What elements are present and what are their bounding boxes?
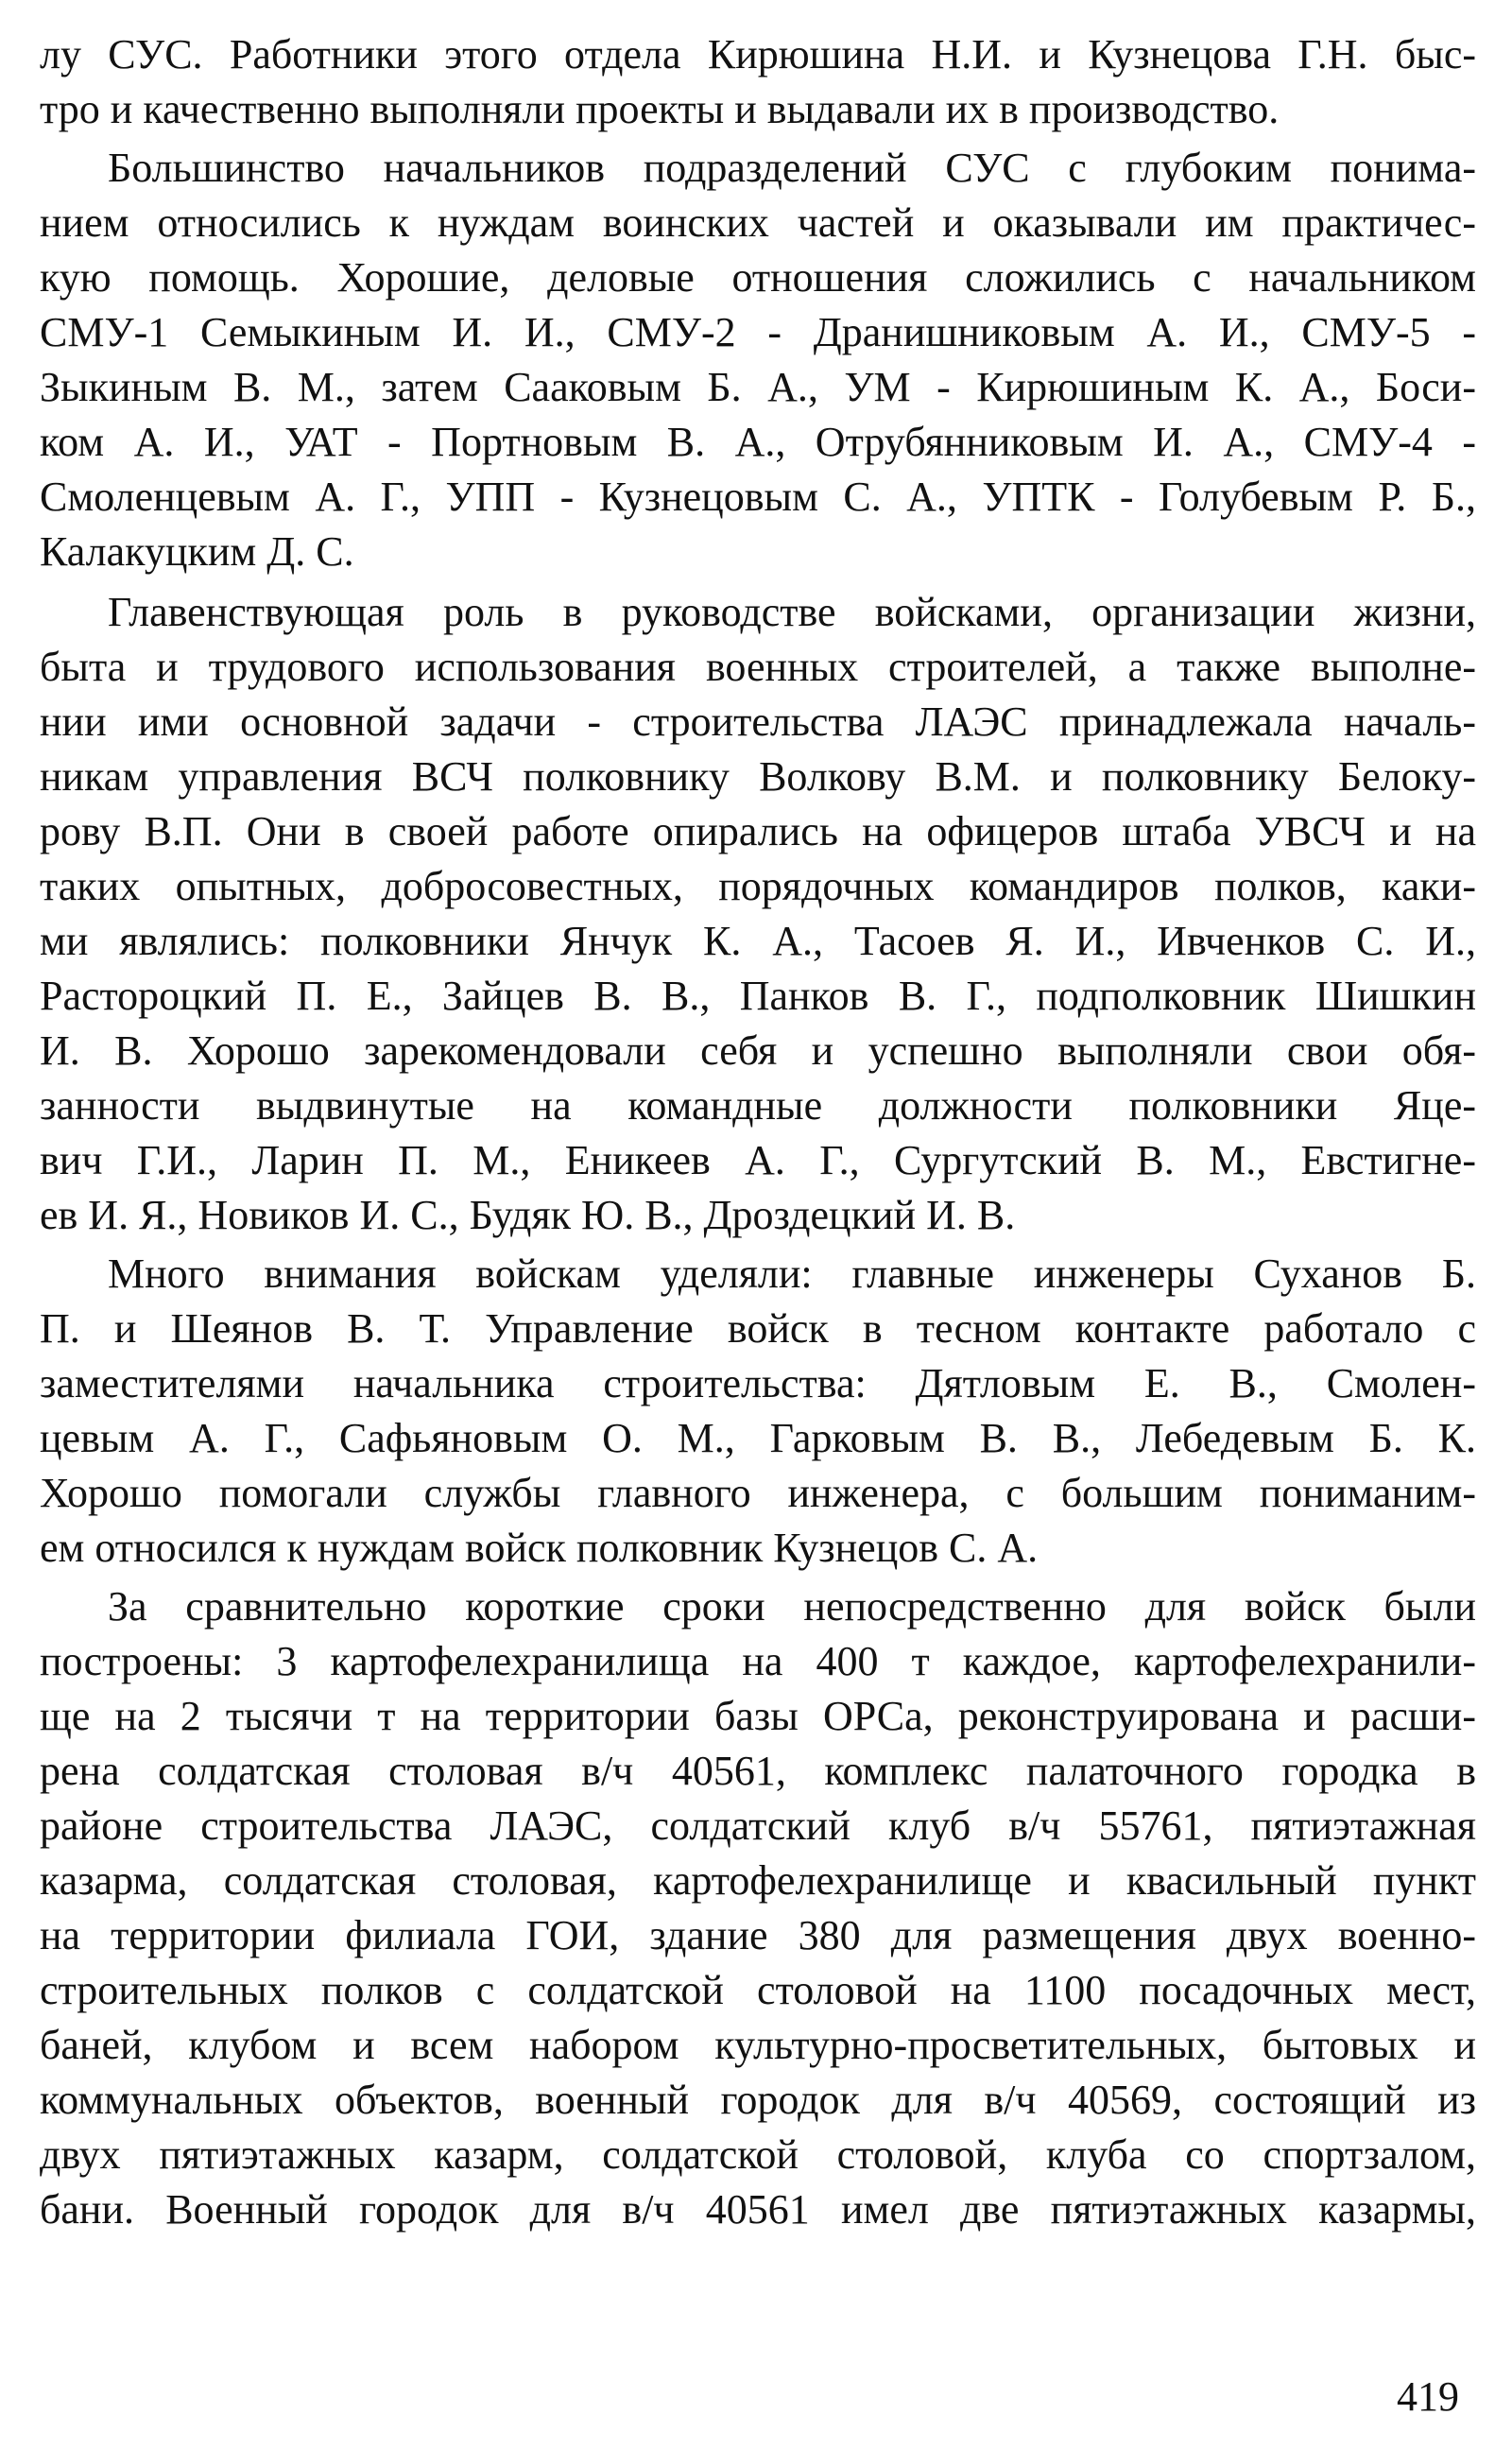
text-line: Большинство начальников подразделений СУС с глубоким понима- bbox=[108, 145, 1476, 191]
text-line: нием относились к нуждам воинских частей и оказывали им практичес- bbox=[40, 199, 1476, 246]
text-line: Калакуцким Д. С. bbox=[40, 528, 354, 575]
page-number: 419 bbox=[1397, 2373, 1459, 2420]
text-line: вич Г.И., Ларин П. М., Еникеев А. Г., Сургутский В. М., Евстигне- bbox=[40, 1137, 1476, 1183]
text-line: занности выдвинутые на командные должности полковники Яце- bbox=[40, 1082, 1476, 1129]
text-line: на территории филиала ГОИ, здание 380 для размещения двух военно- bbox=[40, 1912, 1476, 1958]
text-line: цевым А. Г., Сафьяновым О. М., Гарковым В. В., Лебедевым Б. К. bbox=[40, 1415, 1476, 1461]
text-line: Зыкиным В. М., затем Сааковым Б. А., УМ - Кирюшиным К. А., Боси- bbox=[40, 364, 1476, 410]
text-line: Хорошо помогали службы главного инженера, с большим пониманим- bbox=[40, 1470, 1476, 1516]
text-line: Растороцкий П. Е., Зайцев В. В., Панков В. Г., подполковник Шишкин bbox=[40, 973, 1476, 1019]
text-line: За сравнительно короткие сроки непосредственно для войск были bbox=[108, 1583, 1476, 1630]
text-line: кую помощь. Хорошие, деловые отношения сложились с начальником bbox=[40, 254, 1476, 301]
text-line: никам управления ВСЧ полковнику Волкову В.М. и полковнику Белоку- bbox=[40, 753, 1476, 800]
text-line: ем относился к нуждам войск полковник Кузнецов С. А. bbox=[40, 1525, 1039, 1571]
text-line: СМУ-1 Семыкиным И. И., СМУ-2 - Дранишниковым А. И., СМУ-5 - bbox=[40, 309, 1476, 355]
text-line: Смоленцевым А. Г., УПП - Кузнецовым С. А., УПТК - Голубевым Р. Б., bbox=[40, 474, 1476, 520]
text-line: коммунальных объектов, военный городок для в/ч 40569, состоящий из bbox=[40, 2077, 1476, 2123]
text-line: таких опытных, добросовестных, порядочных командиров полков, каки- bbox=[40, 863, 1476, 909]
text-line: построены: 3 картофелехранилища на 400 т каждое, картофелехранили- bbox=[40, 1638, 1476, 1684]
text-line: рову В.П. Они в своей работе опирались на офицеров штаба УВСЧ и на bbox=[40, 808, 1476, 854]
text-line: ми являлись: полковники Янчук К. А., Тасоев Я. И., Ивченков С. И., bbox=[40, 918, 1476, 964]
text-line: районе строительства ЛАЭС, солдатский клуб в/ч 55761, пятиэтажная bbox=[40, 1802, 1476, 1849]
text-line: ще на 2 тысячи т на территории базы ОРСа, реконструирована и расши- bbox=[40, 1693, 1476, 1739]
text-line: заместителями начальника строительства: Дятловым Е. В., Смолен- bbox=[40, 1360, 1476, 1406]
text-line: строительных полков с солдатской столовой на 1100 посадочных мест, bbox=[40, 1967, 1476, 2013]
text-line: бани. Военный городок для в/ч 40561 имел две пятиэтажных казармы, bbox=[40, 2186, 1476, 2233]
book-page bbox=[40, 28, 1476, 2420]
text-line: быта и трудового использования военных строителей, а также выполне- bbox=[40, 644, 1476, 690]
text-line: Много внимания войскам уделяли: главные инженеры Суханов Б. bbox=[108, 1250, 1476, 1297]
text-line: казарма, солдатская столовая, картофелехранилище и квасильный пункт bbox=[40, 1857, 1476, 1904]
text-line: рена солдатская столовая в/ч 40561, комплекс палаточного городка в bbox=[40, 1748, 1476, 1794]
text-line: И. В. Хорошо зарекомендовали себя и успешно выполняли свои обя- bbox=[40, 1027, 1476, 1074]
text-line: лу СУС. Работники этого отдела Кирюшина Н.И. и Кузнецова Г.Н. быс- bbox=[40, 31, 1476, 78]
text-line: Главенствующая роль в руководстве войсками, организации жизни, bbox=[108, 589, 1476, 635]
text-line: нии ими основной задачи - строительства ЛАЭС принадлежала началь- bbox=[40, 698, 1476, 745]
text-line: баней, клубом и всем набором культурно-просветительных, бытовых и bbox=[40, 2022, 1476, 2068]
text-line: двух пятиэтажных казарм, солдатской столовой, клуба со спортзалом, bbox=[40, 2131, 1476, 2178]
text-line: П. и Шеянов В. Т. Управление войск в тесном контакте работало с bbox=[40, 1305, 1476, 1352]
text-line: тро и качественно выполняли проекты и выдавали их в производство. bbox=[40, 86, 1280, 132]
text-line: ком А. И., УАТ - Портновым В. А., Отрубянниковым И. А., СМУ-4 - bbox=[40, 419, 1476, 465]
text-line: ев И. Я., Новиков И. С., Будяк Ю. В., Дроздецкий И. В. bbox=[40, 1192, 1016, 1238]
